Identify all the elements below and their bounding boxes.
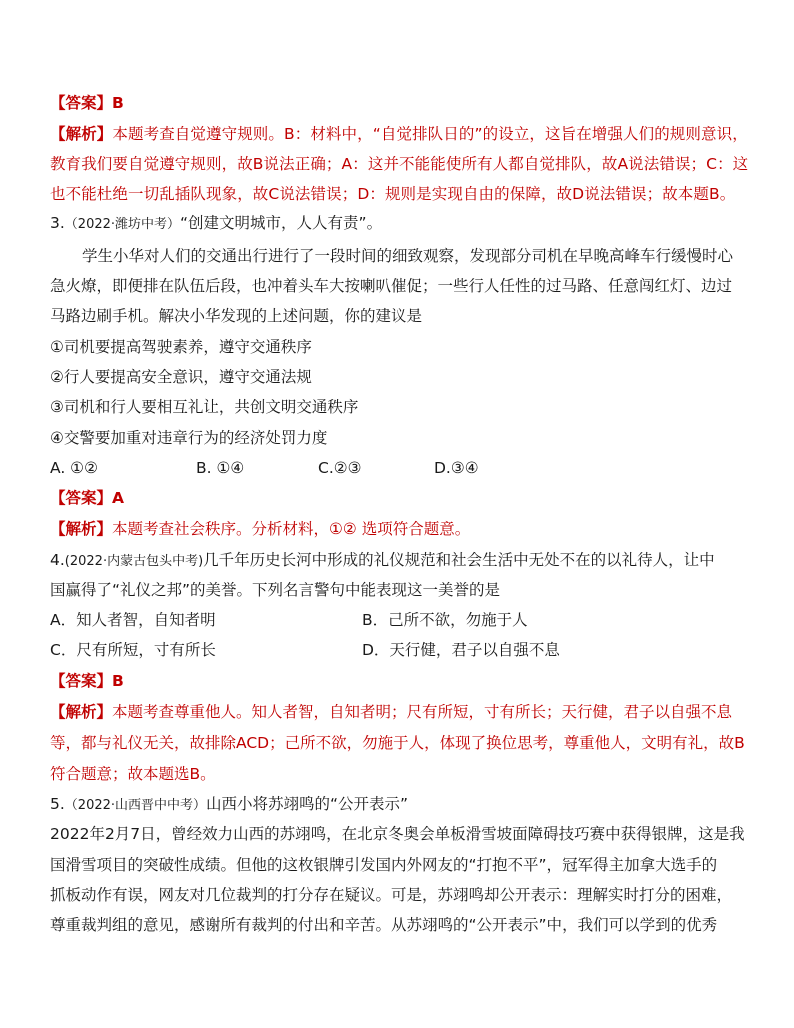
- q5-stem-line-3: 抓板动作有误，网友对几位裁判的打分存在疑议。可是，苏翊鸣却公开表示：理解实时打分的困难，: [50, 886, 733, 904]
- answer-value: B: [112, 94, 124, 112]
- q3-stem-line-1: 学生小华对人们的交通出行进行了一段时间的细致观察，发现部分司机在早晚高峰车行缓慢时心: [82, 247, 734, 265]
- analysis-text: 本题考查尊重他人。知人者智，自知者明；尺有所短，寸有所长；天行健，君子以自强不息: [112, 703, 733, 721]
- q3-stem-line-3: 马路边刷手机。解决小华发现的上述问题，你的建议是: [50, 307, 423, 325]
- q3-option-b: B. ①④: [196, 459, 245, 477]
- q4-option-a: A．知人者智，自知者明: [50, 611, 216, 629]
- q5-stem-line-4: 尊重裁判组的意见，感谢所有裁判的付出和辛苦。从苏翊鸣的“公开表示”中，我们可以学到的优秀: [50, 916, 718, 934]
- q3-item-1: ①司机要提高驾驶素养，遵守交通秩序: [50, 338, 312, 356]
- question-source: (2022·内蒙古包头中考): [64, 554, 204, 569]
- analysis-label: 【解析】: [50, 703, 113, 721]
- analysis-text: 本题考查社会秩序。分析材料，①② 选项符合题意。: [112, 520, 471, 538]
- q5-stem-line-1: 2022年2月7日，曾经效力山西的苏翊鸣，在北京冬奥会单板滑雪坡面障碍技巧赛中获得银牌，这是我: [50, 825, 745, 843]
- q3-item-3: ③司机和行人要相互礼让，共创文明交通秩序: [50, 398, 359, 416]
- q5-stem-line-2: 国滑雪项目的突破性成绩。但他的这枚银牌引发国内外网友的“打抱不平”，冠军得主加拿大选手的: [50, 856, 718, 874]
- answer-value: B: [112, 672, 124, 690]
- q3-answer: [50, 488, 754, 508]
- question-number: 4.: [50, 551, 65, 569]
- analysis-text: 本题考查自觉遵守规则。B：材料中，“自觉排队日的”的设立，这旨在增强人们的规则意识，: [112, 125, 748, 143]
- q4-stem-line-1: [50, 550, 754, 572]
- q4-analysis-line-2: 等，都与礼仪无关，故排除ACD；己所不欲，勿施于人，体现了换位思考，尊重他人，文明有礼，故B: [50, 734, 745, 752]
- question-number: 5.: [50, 795, 65, 813]
- answer-value: A: [112, 489, 125, 507]
- question-title: “创建文明城市，人人有责”。: [180, 214, 383, 232]
- q3-analysis: [50, 519, 754, 539]
- q3-option-a: A. ①②: [50, 459, 98, 477]
- q4-option-b: B．己所不欲，勿施于人: [362, 611, 528, 629]
- q3-header: [50, 213, 754, 235]
- question-stem: 几千年历史长河中形成的礼仪规范和社会生活中无处不在的以礼待人，让中: [203, 551, 715, 569]
- analysis-label: 【解析】: [50, 125, 113, 143]
- q4-option-d: D．天行健，君子以自强不息: [362, 641, 560, 659]
- q3-option-d: D.③④: [434, 459, 479, 477]
- question-title: 山西小将苏翊鸣的“公开表示”: [206, 795, 409, 813]
- q4-option-c: C．尺有所短，寸有所长: [50, 641, 216, 659]
- q5-header: [50, 794, 754, 816]
- q3-option-c: C.②③: [318, 459, 362, 477]
- q4-analysis-line-1: [50, 702, 754, 722]
- answer-label: 【答案】: [50, 94, 113, 112]
- q2-analysis-line-3: 也不能杜绝一切乱插队现象，故C说法错误；D：规则是实现自由的保障，故D说法错误；故本题B。: [50, 185, 736, 203]
- q4-analysis-line-3: 符合题意；故本题选B。: [50, 765, 216, 783]
- q2-analysis-line-2: 教育我们要自觉遵守规则，故B说法正确；A：这并不能能使所有人都自觉排队，故A说法错误；C：这: [50, 155, 749, 173]
- analysis-label: 【解析】: [50, 520, 113, 538]
- q4-answer: [50, 671, 754, 691]
- q3-item-4: ④交警要加重对违章行为的经济处罚力度: [50, 429, 328, 447]
- q3-stem-line-2: 急火燎，即便排在队伍后段，也冲着头车大按喇叭催促；一些行人任性的过马路、任意闯红灯、边过: [50, 277, 733, 295]
- question-source: （2022·潍坊中考）: [64, 217, 181, 232]
- question-source: （2022·山西晋中中考）: [64, 798, 207, 813]
- answer-label: 【答案】: [50, 672, 113, 690]
- question-number: 3.: [50, 214, 65, 232]
- q2-analysis-line-1: [50, 124, 754, 144]
- q2-answer: [50, 93, 754, 113]
- answer-label: 【答案】: [50, 489, 113, 507]
- q3-item-2: ②行人要提高安全意识，遵守交通法规: [50, 368, 312, 386]
- q4-stem-line-2: 国赢得了“礼仪之邦”的美誉。下列名言警句中能表现这一美誉的是: [50, 581, 501, 599]
